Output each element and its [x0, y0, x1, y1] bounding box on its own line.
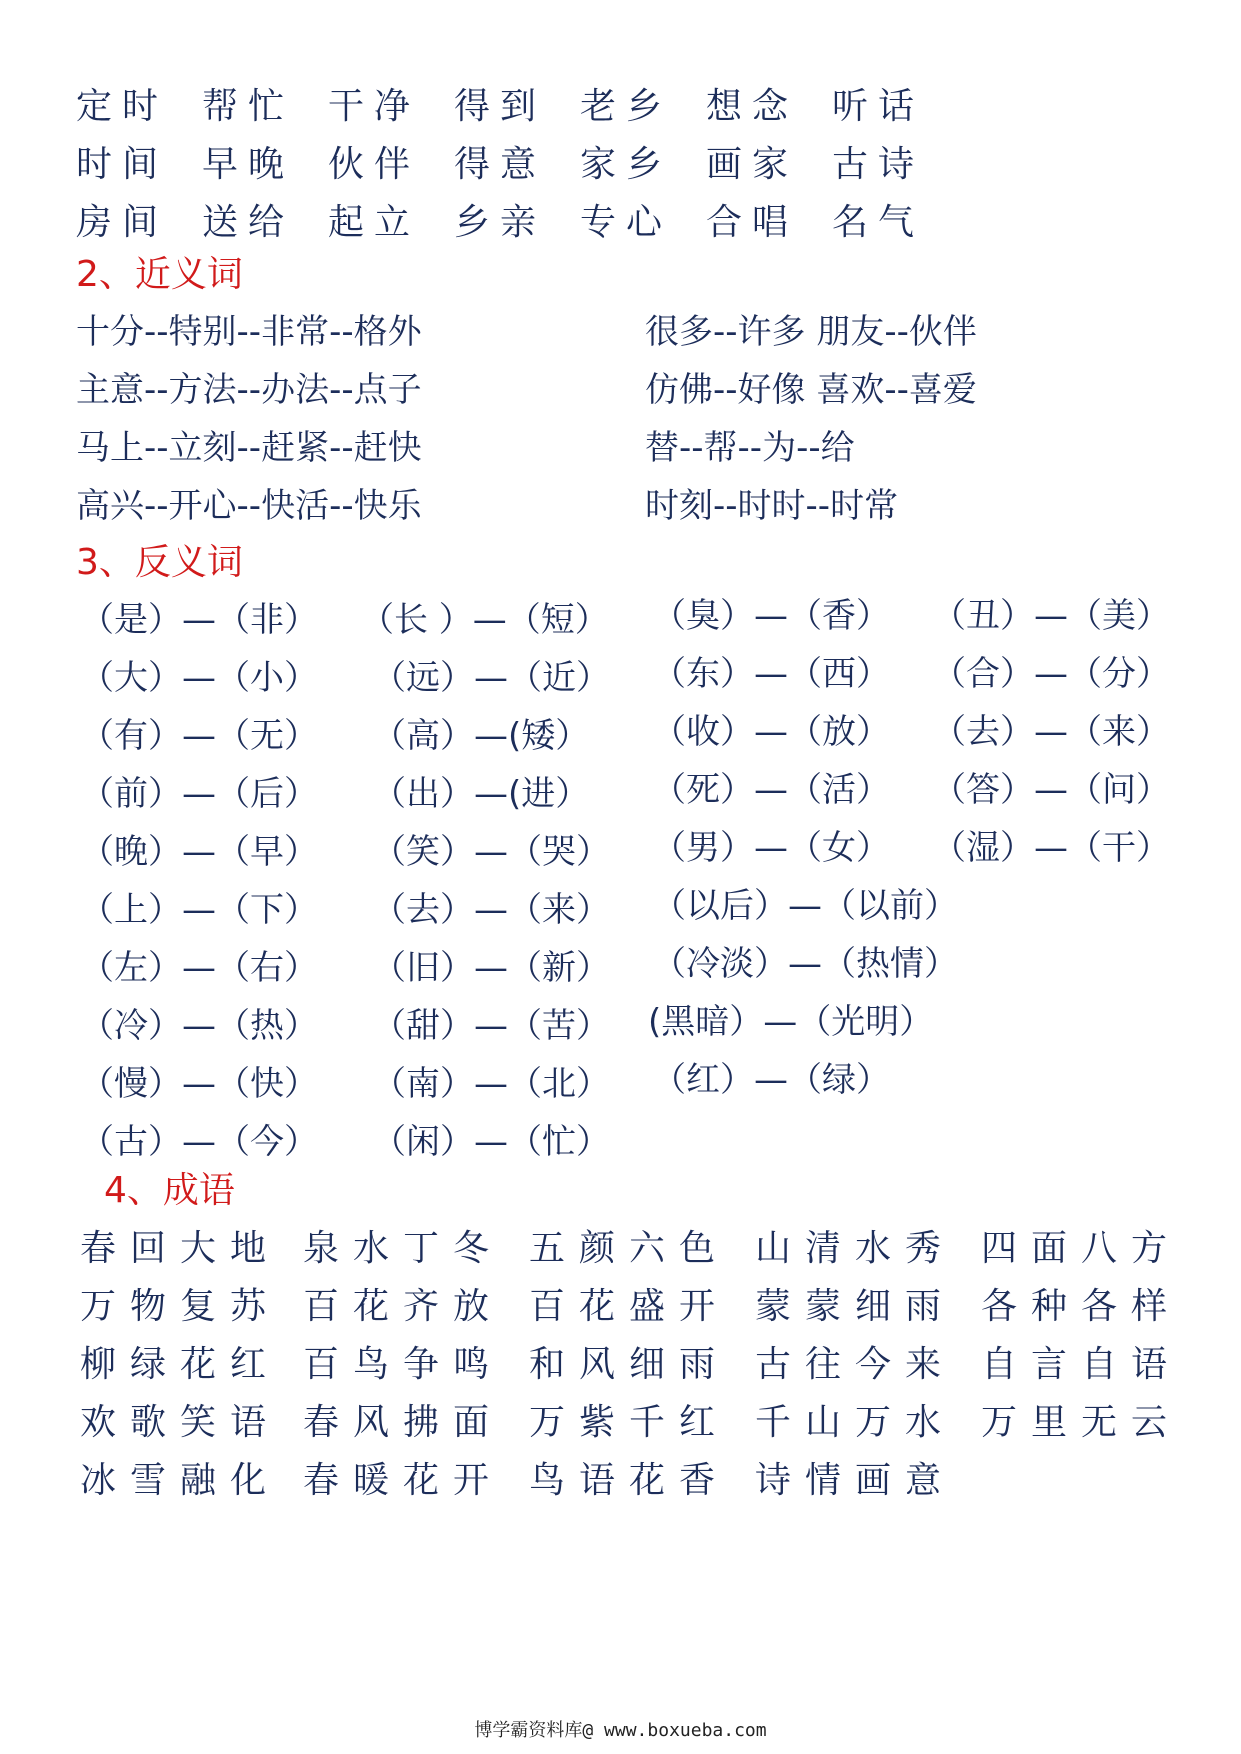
antonym-pair: （出）—(进） [372, 774, 590, 814]
idiom: 百花齐放 [303, 1286, 504, 1327]
word: 古诗 [832, 144, 925, 185]
idiom: 百鸟争鸣 [303, 1344, 504, 1385]
word: 帮忙 [202, 86, 295, 127]
antonym-pair: （有）—（无） [80, 716, 318, 756]
idiom: 千山万水 [755, 1402, 956, 1443]
antonym-pair: （南）—（北） [372, 1064, 610, 1104]
word: 名气 [832, 202, 925, 243]
antonym-pair: （长 ）—（短） [360, 600, 609, 640]
antonym-pair: （晚）—（早） [80, 832, 318, 872]
synonym-line: 十分--特别--非常--格外 [76, 312, 422, 352]
antonym-pair: （臭）—（香） [652, 596, 890, 636]
word: 干净 [328, 86, 421, 127]
idiom: 五颜六色 [529, 1228, 730, 1269]
word: 房间 [76, 202, 169, 243]
antonym-pair: (黑暗）—（光明） [648, 1002, 934, 1042]
section-heading-synonyms: 2、近义词 [76, 254, 243, 295]
antonym-pair: （丑）—（美） [932, 596, 1170, 636]
idiom: 春暖花开 [303, 1460, 504, 1501]
antonym-pair: （湿）—（干） [932, 828, 1170, 868]
word: 家乡 [580, 144, 673, 185]
antonym-pair: （合）—（分） [932, 654, 1170, 694]
word: 听话 [832, 86, 925, 127]
synonym-line: 时刻--时时--时常 [645, 486, 899, 526]
antonym-pair: （东）—（西） [652, 654, 890, 694]
antonym-pair: （远）—（近） [372, 658, 610, 698]
word: 合唱 [706, 202, 799, 243]
antonym-pair: （答）—（问） [932, 770, 1170, 810]
idiom: 柳绿花红 [80, 1344, 281, 1385]
antonym-pair: （男）—（女） [652, 828, 890, 868]
footer-watermark: 博学霸资料库@ www.boxueba.com [474, 1720, 767, 1741]
word: 得到 [454, 86, 547, 127]
antonym-pair: （冷）—（热） [80, 1006, 318, 1046]
antonym-pair: （冷淡）—（热情） [652, 944, 958, 984]
word-row-1 [76, 78, 958, 129]
antonym-pair: （红）—（绿） [652, 1060, 890, 1100]
synonym-line: 主意--方法--办法--点子 [76, 370, 422, 410]
idiom: 欢歌笑语 [80, 1402, 281, 1443]
idiom: 百花盛开 [529, 1286, 730, 1327]
antonym-pair: （去）—（来） [372, 890, 610, 930]
antonym-pair: （笑）—（哭） [372, 832, 610, 872]
word: 画家 [706, 144, 799, 185]
word: 起立 [328, 202, 421, 243]
antonym-pair: （前）—（后） [80, 774, 318, 814]
antonym-pair: （以后）—（以前） [652, 886, 958, 926]
idiom: 自言自语 [981, 1344, 1182, 1385]
synonym-line: 马上--立刻--赶紧--赶快 [76, 428, 422, 468]
antonym-pair: （旧）—（新） [372, 948, 610, 988]
word: 得意 [454, 144, 547, 185]
idiom: 古往今来 [755, 1344, 956, 1385]
word: 想念 [706, 86, 799, 127]
word-row-2 [76, 136, 958, 187]
antonym-pair: （死）—（活） [652, 770, 890, 810]
idiom: 泉水丁冬 [303, 1228, 504, 1269]
idiom: 鸟语花香 [529, 1460, 730, 1501]
word: 早晚 [202, 144, 295, 185]
synonym-line: 替--帮--为--给 [645, 428, 855, 468]
antonym-pair: （大）—（小） [80, 658, 318, 698]
idiom: 万里无云 [981, 1402, 1182, 1443]
section-heading-idioms: 4、成语 [104, 1170, 235, 1211]
word: 老乡 [580, 86, 673, 127]
antonym-pair: （是）—（非） [80, 600, 318, 640]
idiom: 山清水秀 [755, 1228, 956, 1269]
idiom: 春风拂面 [303, 1402, 504, 1443]
word: 送给 [202, 202, 295, 243]
idiom: 万物复苏 [80, 1286, 281, 1327]
antonym-pair: （收）—（放） [652, 712, 890, 752]
antonym-pair: （闲）—（忙） [372, 1122, 610, 1162]
word-row-3 [76, 194, 958, 245]
antonym-pair: （左）—（右） [80, 948, 318, 988]
idiom: 和风细雨 [529, 1344, 730, 1385]
antonym-pair: （去）—（来） [932, 712, 1170, 752]
idiom: 冰雪融化 [80, 1460, 281, 1501]
word: 时间 [76, 144, 169, 185]
antonym-pair: （上）—（下） [80, 890, 318, 930]
section-heading-antonyms: 3、反义词 [76, 542, 243, 583]
antonym-pair: （慢）—（快） [80, 1064, 318, 1104]
synonym-line: 高兴--开心--快活--快乐 [76, 486, 422, 526]
idiom: 春回大地 [80, 1228, 281, 1269]
idiom: 诗情画意 [755, 1460, 956, 1501]
idiom: 蒙蒙细雨 [755, 1286, 956, 1327]
word: 专心 [580, 202, 673, 243]
word: 伙伴 [328, 144, 421, 185]
antonym-pair: （高）—(矮） [372, 716, 590, 756]
antonym-pair: （古）—（今） [80, 1122, 318, 1162]
idiom: 各种各样 [981, 1286, 1182, 1327]
idiom: 四面八方 [981, 1228, 1182, 1269]
word: 定时 [76, 86, 169, 127]
synonym-line: 很多--许多 朋友--伙伴 [645, 312, 977, 352]
synonym-line: 仿佛--好像 喜欢--喜爱 [645, 370, 977, 410]
idiom: 万紫千红 [529, 1402, 730, 1443]
word: 乡亲 [454, 202, 547, 243]
antonym-pair: （甜）—（苦） [372, 1006, 610, 1046]
